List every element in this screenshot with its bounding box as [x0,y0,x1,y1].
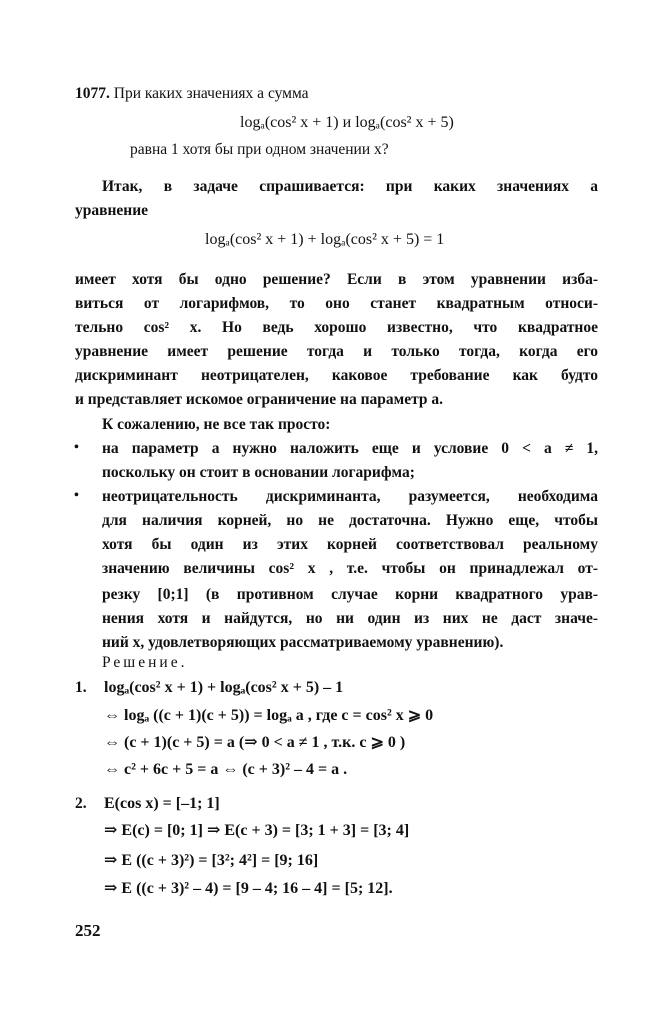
bullet-line: для наличия корней, но не достаточна. Нужно еще, чтобы [102,512,598,529]
bullet-line: поскольку он стоит в основании логарифма; [102,464,415,481]
bullet-line: хотя бы один из этих корней соответствовал реальному [102,536,598,553]
step-number: 1. [75,679,87,696]
step-line: logₐ(cos² x + 1) + logₐ(cos² x + 5) – 1 [104,679,344,696]
bullet-line: ний x, удовлетворяющих рассматриваемому уравнению). [102,634,504,651]
bullet-icon: • [74,488,79,503]
paragraph-line: имеет хотя бы одно решение? Если в этом уравнении изба- [75,271,598,288]
step-number: 2. [75,795,87,812]
bullet-line: резку [0;1] (в противном случае корни квадратного урав- [102,586,598,603]
step-line: ⇔ c² + 6c + 5 = a ⇔ (c + 3)² – 4 = a . [104,761,348,778]
bullet-line: нения хотя и найдутся, но ни один из них не даст значе- [102,610,598,627]
paragraph-line: дискриминант неотрицателен, каковое требование как будто [75,367,598,384]
problem-formula: logₐ(cos² x + 1) и logₐ(cos² x + 5) [240,114,454,131]
solution-heading: Решение. [102,654,188,671]
bullet-line: неотрицательность дискриминанта, разумеется, необходима [102,488,598,505]
equation: logₐ(cos² x + 1) + logₐ(cos² x + 5) = 1 [205,231,445,248]
problem-line1 [75,84,309,104]
step-line: E(cos x) = [–1; 1] [104,795,220,812]
paragraph-line: виться от логарифмов, то оно станет квадратным относи- [75,295,598,312]
caveat: К сожалению, не все так просто: [102,416,331,433]
bullet-line: на параметр a нужно наложить еще и условие 0 < a ≠ 1, [102,440,598,457]
problem-line2: равна 1 хотя бы при одном значении x? [130,141,389,158]
paragraph-line: тельно cos² x. Но ведь хорошо известно, что квадратное [75,319,598,336]
page-number: 252 [75,921,101,940]
step-line: ⇒ E ((c + 3)²) = [3²; 4²] = [9; 16] [104,852,319,869]
step-line: ⇒ E(c) = [0; 1] ⇒ E(c + 3) = [3; 1 + 3] = [3; 4] [104,822,410,839]
problem-number: 1077. [75,85,110,102]
intro-line: уравнение [75,202,149,219]
paragraph-line: и представляет искомое ограничение на параметр a. [75,391,443,408]
step-line: ⇒ E ((c + 3)² – 4) = [9 – 4; 16 – 4] = [5; 12]. [104,880,393,897]
intro-line: Итак, в задаче спрашивается: при каких значениях a [102,178,598,195]
problem-text: При каких значениях a сумма [113,85,309,102]
paragraph-line: уравнение имеет решение тогда и только тогда, когда его [75,343,598,360]
step-line: ⇔ (c + 1)(c + 5) = a (⇒ 0 < a ≠ 1 , т.к. c ⩾ 0 ) [104,734,406,751]
bullet-line: значению величины cos² x , т.е. чтобы он принадлежал от- [102,560,598,577]
step-line: ⇔ logₐ ((c + 1)(c + 5)) = logₐ a , где c = cos² x ⩾ 0 [104,707,434,724]
bullet-icon: • [74,440,79,455]
